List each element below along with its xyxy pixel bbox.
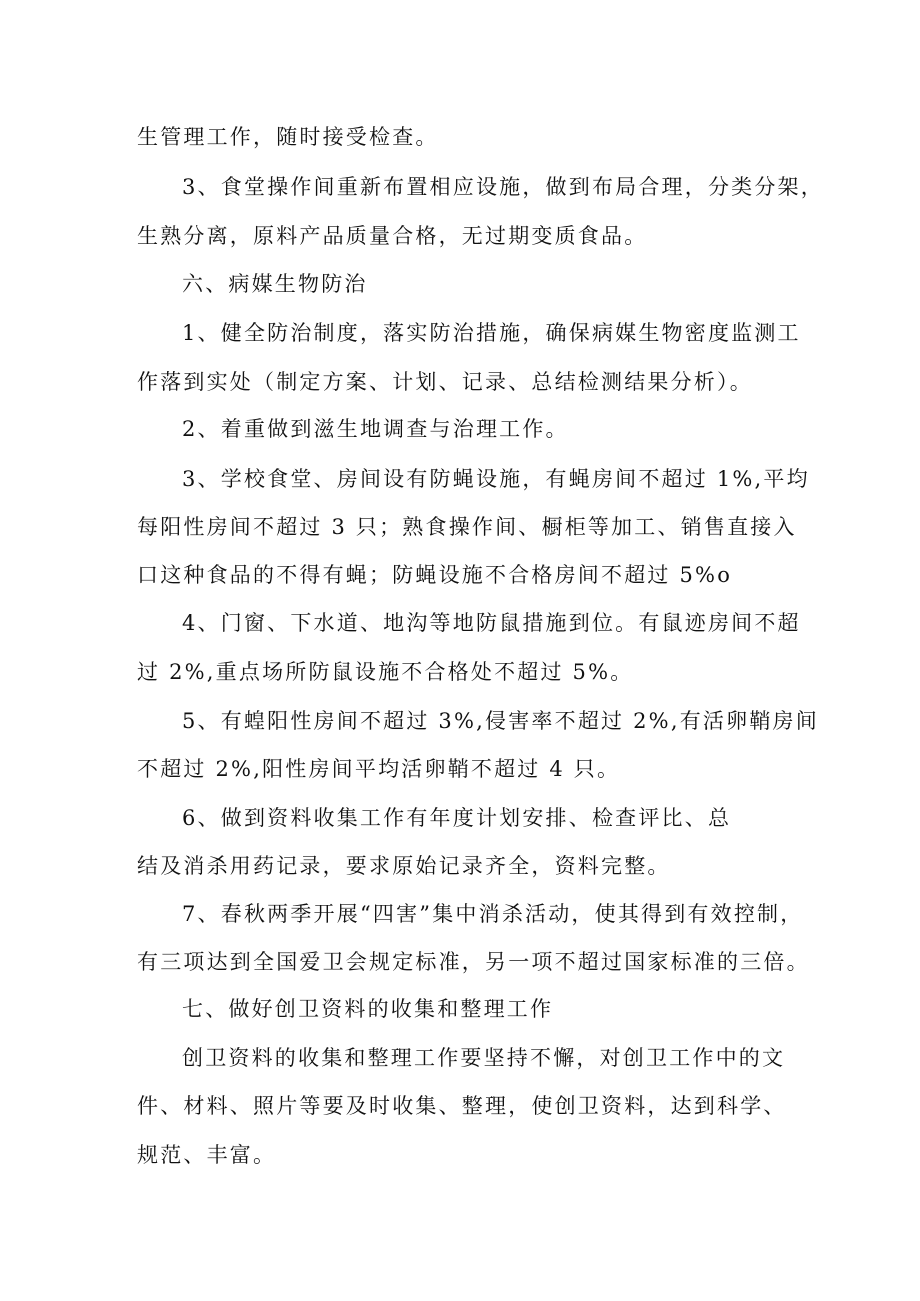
text-line: 4、门窗、下水道、地沟等地防鼠措施到位。有鼠迹房间不超 xyxy=(182,611,801,635)
text-line: 7、春秋两季开展“四害”集中消杀活动，使其得到有效控制， xyxy=(182,902,804,926)
text-line: 规范、丰富。 xyxy=(137,1143,277,1167)
text-line: 2、着重做到滋生地调查与治理工作。 xyxy=(182,417,569,441)
text-line: 不超过 2%,阳性房间平均活卵鞘不超过 4 只。 xyxy=(137,757,621,781)
text-line: 生管理工作，随时接受检查。 xyxy=(137,125,439,149)
text-line: 6、做到资料收集工作有年度计划安排、检查评比、总 xyxy=(182,806,732,830)
text-line: 有三项达到全国爱卫会规定标准，另一项不超过国家标准的三倍。 xyxy=(137,950,810,974)
text-line: 3、学校食堂、房间设有防蝇设施，有蝇房间不超过 1%,平均 xyxy=(182,467,810,491)
text-line: 口这种食品的不得有蝇；防蝇设施不合格房间不超过 5%o xyxy=(137,563,733,587)
text-line: 件、材料、照片等要及时收集、整理，使创卫资料，达到科学、 xyxy=(137,1094,787,1118)
text-line: 作落到实处（制定方案、计划、记录、总结检测结果分析）。 xyxy=(137,370,753,394)
text-line: 创卫资料的收集和整理工作要坚持不懈，对创卫工作中的文 xyxy=(182,1046,786,1070)
section-heading: 六、病媒生物防治 xyxy=(182,272,368,296)
text-line: 每阳性房间不超过 3 只；熟食操作间、橱柜等加工、销售直接入 xyxy=(137,515,797,539)
text-line: 生熟分离，原料产品质量合格，无过期变质食品。 xyxy=(137,224,648,248)
text-line: 5、有蝗阳性房间不超过 3%,侵害率不超过 2%,有活卵鞘房间 xyxy=(182,709,819,733)
text-line: 结及消杀用药记录，要求原始记录齐全，资料完整。 xyxy=(137,854,671,878)
section-heading: 七、做好创卫资料的收集和整理工作 xyxy=(182,997,554,1021)
text-line: 过 2%,重点场所防鼠设施不合格处不超过 5%。 xyxy=(137,660,634,684)
text-line: 3、食堂操作间重新布置相应设施，做到布局合理，分类分架， xyxy=(182,175,824,199)
text-line: 1、健全防治制度，落实防治措施，确保病媒生物密度监测工 xyxy=(182,321,801,345)
